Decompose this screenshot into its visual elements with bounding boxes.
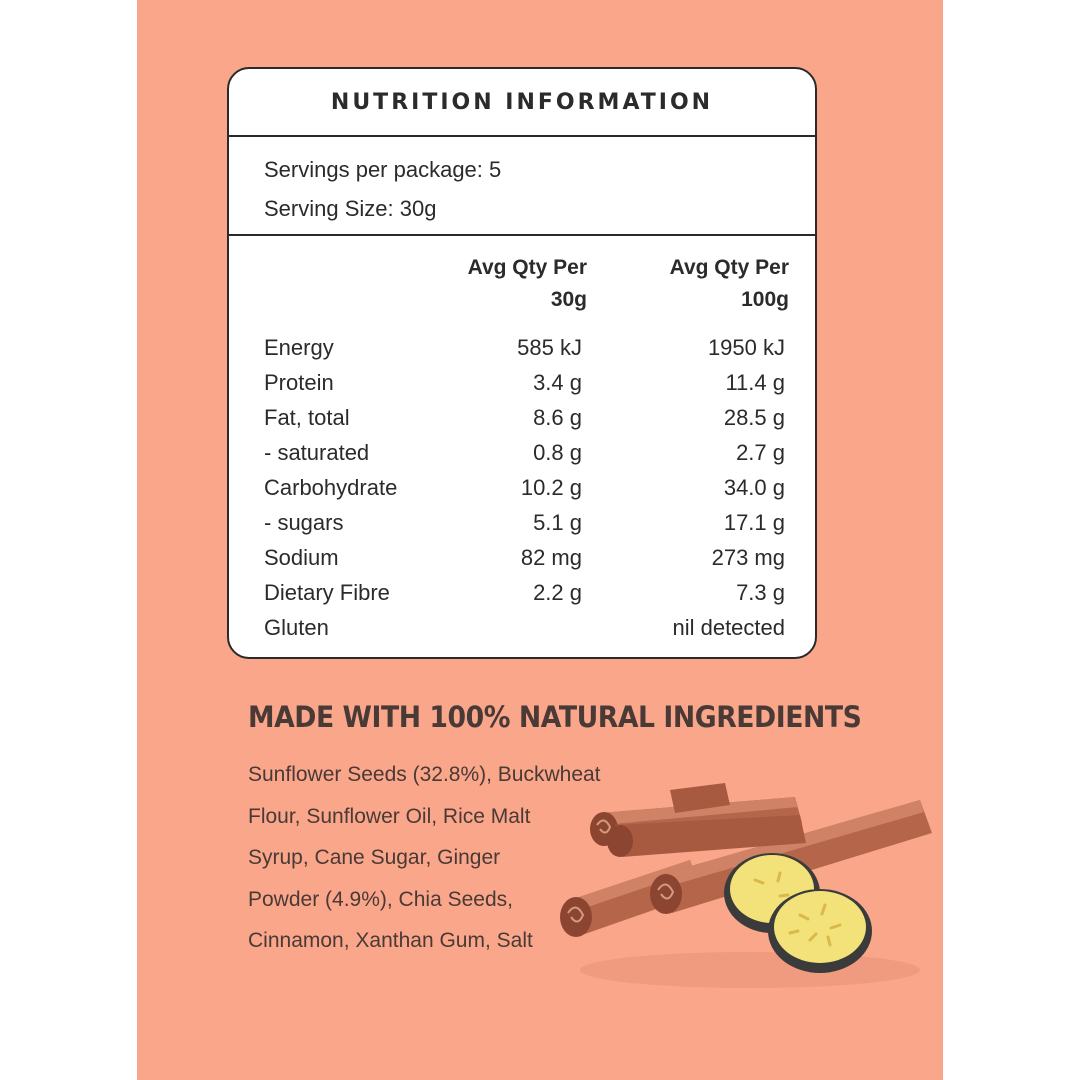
table-row	[229, 332, 815, 367]
per-serving-value: 5.1 g	[533, 510, 582, 535]
per-100g-value: 17.1 g	[723, 510, 785, 535]
nutrition-title: NUTRITION INFORMATION	[229, 69, 815, 137]
per-100g-value: 7.3 g	[736, 580, 785, 605]
ingredients-line: Sunflower Seeds (32.8%), Buckwheat	[248, 763, 601, 786]
nutrient-label: Carbohydrate	[264, 475, 398, 500]
per-100g-value: 273 mg	[711, 545, 785, 570]
per-serving-value: 3.4 g	[533, 370, 582, 395]
per-serving-value: 585 kJ	[517, 335, 582, 360]
per-100g-value: 34.0 g	[723, 475, 785, 500]
table-row	[229, 612, 815, 647]
ingredients-line: Powder (4.9%), Chia Seeds,	[248, 887, 513, 911]
per-serving-value: 8.6 g	[533, 405, 582, 430]
per-serving-value: 2.2 g	[533, 580, 582, 605]
nutrition-panel	[227, 67, 817, 659]
nutrient-label: Energy	[264, 335, 334, 360]
nutrient-label: - saturated	[264, 440, 370, 465]
per-serving-value: 10.2 g	[520, 475, 582, 500]
nutrient-label: Fat, total	[264, 405, 350, 430]
per-serving-value: 82 mg	[520, 545, 582, 570]
per-serving-value: 0.8 g	[533, 440, 582, 465]
per-100g-value: nil detected	[672, 615, 785, 640]
nutrient-label: - sugars	[264, 510, 344, 535]
ingredients-line: Flour, Sunflower Oil, Rice Malt	[248, 804, 531, 828]
table-row	[229, 507, 815, 542]
cinnamon-ginger-illustration	[540, 765, 940, 995]
nutrient-label: Sodium	[264, 545, 339, 570]
per-100g-value: 1950 kJ	[707, 335, 785, 360]
table-row	[229, 472, 815, 507]
ingredients-line: Cinnamon, Xanthan Gum, Salt	[248, 929, 533, 952]
table-row	[229, 402, 815, 437]
servings-section	[229, 137, 815, 236]
nutrient-label: Dietary Fibre	[264, 580, 390, 605]
per-100g-value: 11.4 g	[725, 370, 785, 395]
per-100g-value: 28.5 g	[723, 405, 785, 430]
table-row	[229, 542, 815, 577]
table-row	[229, 577, 815, 612]
servings-per-package: Servings per package: 5	[264, 157, 502, 182]
table-row	[229, 437, 815, 472]
column-header-per-100g: Avg Qty Per 100g	[669, 256, 789, 311]
table-row	[229, 367, 815, 402]
serving-size: Serving Size: 30g	[264, 196, 437, 221]
nutrient-label: Protein	[264, 370, 334, 395]
ingredients-heading: MADE WITH 100% NATURAL INGREDIENTS	[248, 700, 862, 734]
nutrient-label: Gluten	[264, 615, 329, 640]
ingredients-line: Syrup, Cane Sugar, Ginger	[248, 846, 501, 869]
column-header-per-serving: Avg Qty Per 30g	[467, 256, 587, 311]
per-100g-value: 2.7 g	[736, 440, 785, 465]
nutrient-rows	[229, 332, 815, 647]
